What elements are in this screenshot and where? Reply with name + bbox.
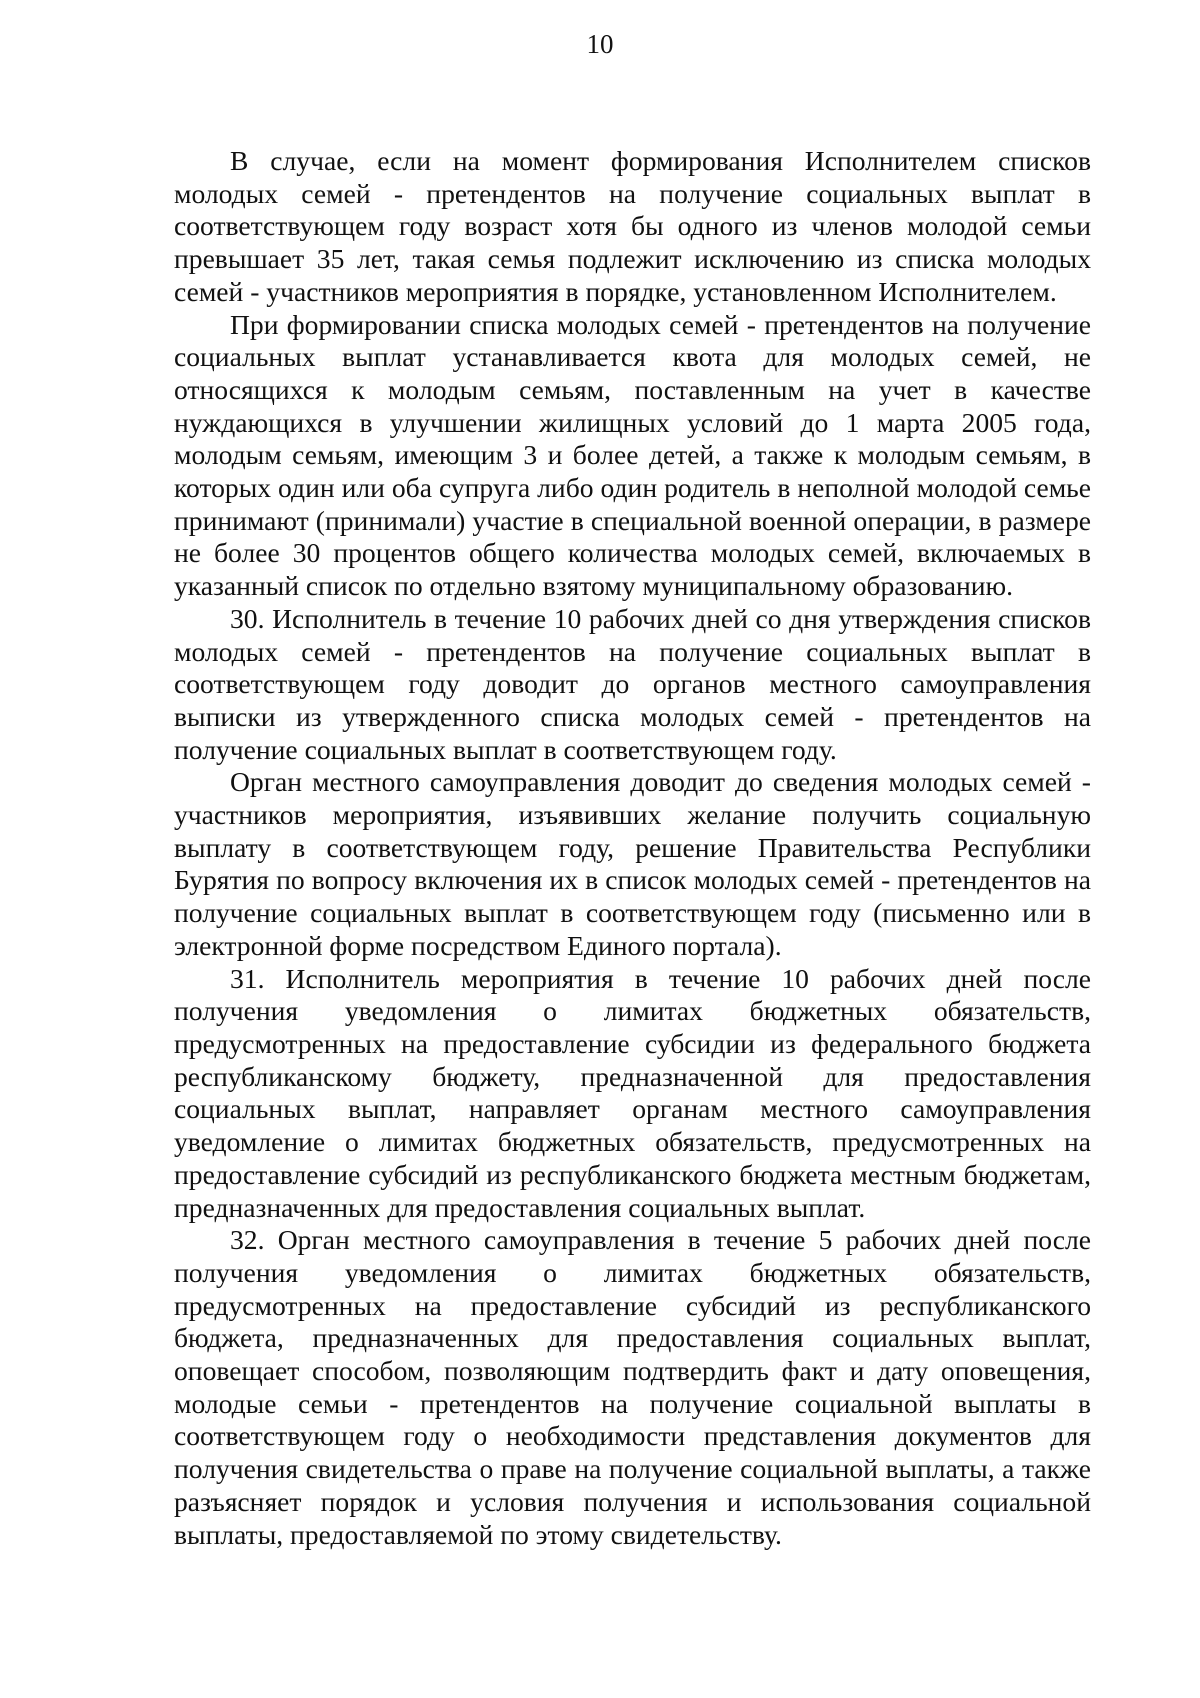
paragraph-item-31: 31. Исполнитель мероприятия в течение 10 рабочих дней после получения уведомления о лимитах бюджетных обязательств, предусмотренных на предоставление субсидии из федерального бюджета республиканскому бюджету, предназначенной для предоставления социальных выплат, направляет органам местного самоуправления уведомление о лимитах бюджетных обязательств, предусмотренных на предоставление субсидий из республиканского бюджета местным бюджетам, предназначенных для предоставления социальных выплат. xyxy=(174,962,1091,1223)
paragraph-item-30: 30. Исполнитель в течение 10 рабочих дней со дня утверждения списков молодых семей - претендентов на получение социальных выплат в соответствующем году доводит до органов местного самоуправления выписки из утвержденного списка молодых семей - претендентов на получение социальных выплат в соответствующем году. xyxy=(174,602,1091,765)
paragraph-quota: При формировании списка молодых семей - претендентов на получение социальных выплат устанавливается квота для молодых семей, не относящихся к молодым семьям, поставленным на учет в качестве нуждающихся в улучшении жилищных условий до 1 марта 2005 года, молодым семьям, имеющим 3 и более детей, а также к молодым семьям, в которых один или оба супруга либо один родитель в неполной молодой семье принимают (принимали) участие в специальной военной операции, в размере не более 30 процентов общего количества молодых семей, включаемых в указанный список по отдельно взятому муниципальному образованию. xyxy=(174,308,1091,602)
paragraph-age-exclusion: В случае, если на момент формирования Исполнителем списков молодых семей - претендентов на получение социальных выплат в соответствующем году возраст хотя бы одного из членов молодой семьи превышает 35 лет, такая семья подлежит исключению из списка молодых семей - участников мероприятия в порядке, установленном Исполнителем. xyxy=(174,145,1091,307)
page-number: 10 xyxy=(586,29,614,59)
document-body xyxy=(174,145,1091,1551)
paragraph-item-32: 32. Орган местного самоуправления в течение 5 рабочих дней после получения уведомления о лимитах бюджетных обязательств, предусмотренных на предоставление субсидий из республиканского бюджета, предназначенных для предоставления социальных выплат, оповещает способом, позволяющим подтвердить факт и дату оповещения, молодые семьи - претендентов на получение социальной выплаты в соответствующем году о необходимости представления документов для получения свидетельства о праве на получение социальной выплаты, а также разъясняет порядок и условия получения и использования социальной выплаты, предоставляемой по этому свидетельству. xyxy=(174,1224,1091,1550)
paragraph-local-authority-notice: Орган местного самоуправления доводит до сведения молодых семей - участников мероприятия, изъявивших желание получить социальную выплату в соответствующем году, решение Правительства Республики Бурятия по вопросу включения их в список молодых семей - претендентов на получение социальных выплат в соответствующем году (письменно или в электронной форме посредством Единого портала). xyxy=(174,766,1091,961)
